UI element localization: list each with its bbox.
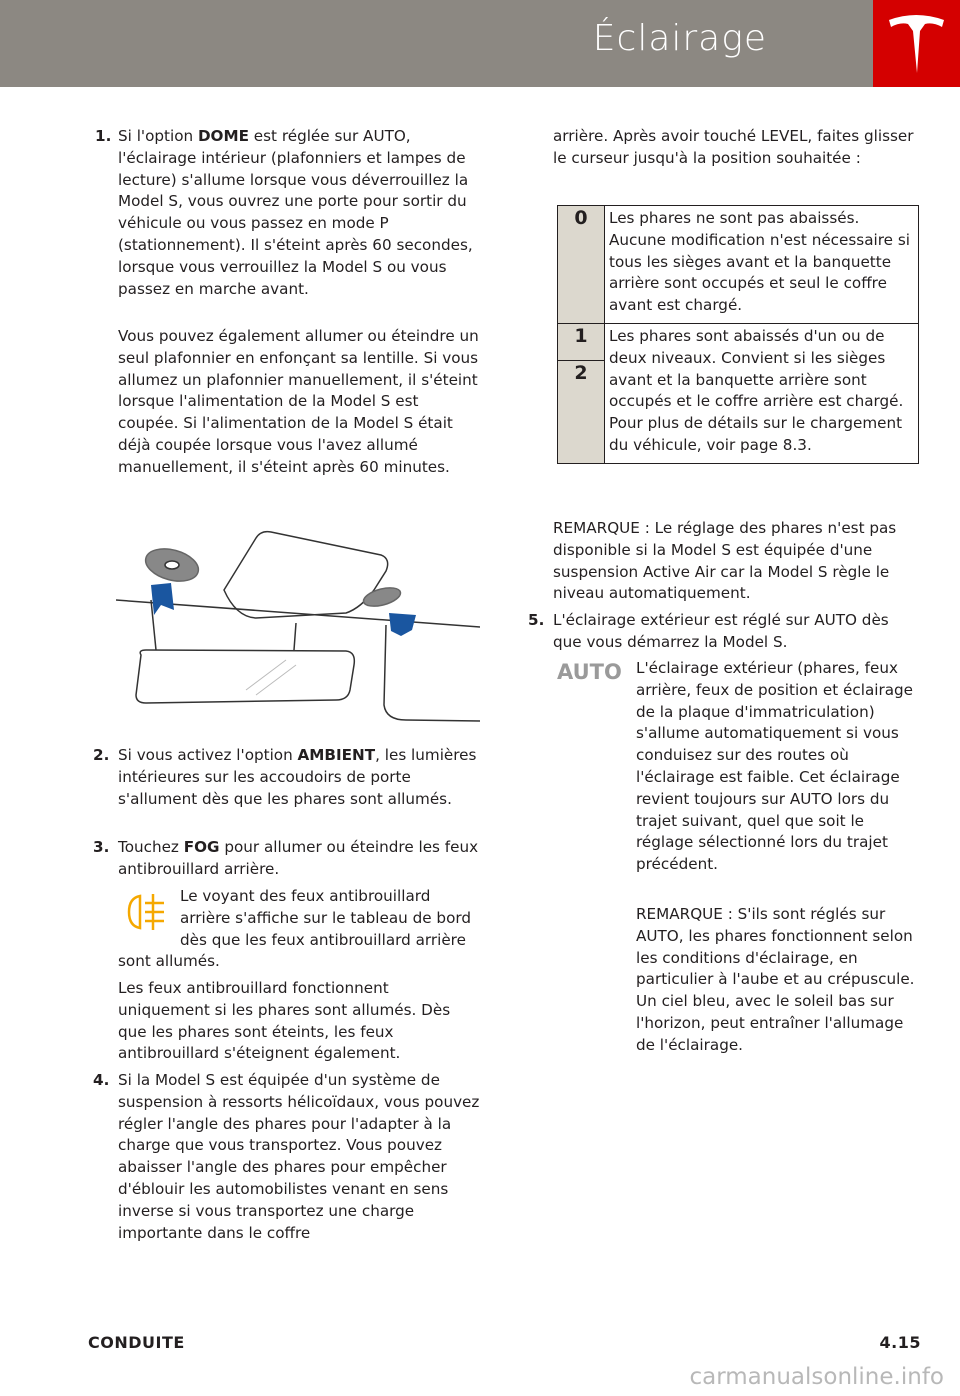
remark-leveling: REMARQUE : Le réglage des phares n'est pas disponible si la Model S est équipée d'une suspension Active Air car la Model S règle le niveau automatiquement. — [553, 519, 897, 603]
headlight-level-table — [557, 205, 919, 464]
table-row — [558, 206, 919, 324]
level-description: Les phares sont abaissés d'un ou de deux niveaux. Convient si les sièges avant et la banquette arrière sont occupés et le coffre arrière est chargé. Pour plus de détails sur le chargement du véhicule, voir page 8.3. — [605, 323, 919, 463]
level-key: 0 — [558, 206, 605, 324]
table-row — [558, 323, 919, 463]
item-3-number: 3. — [93, 838, 110, 856]
item-2-number: 2. — [93, 746, 110, 764]
level-key: 1 2 — [558, 323, 605, 463]
item-1-paragraph-2: Vous pouvez également allumer ou éteindre un seul plafonnier en enfonçant sa lentille. Si vous allumez un plafonnier manuellement, il s'éteint lorsque l'alimentation de la Model S est coupée. Si l'alimentation de la Model S était déjà coupée lorsque vous l'avez allumé manuellement, il s'éteint après 60 minutes. — [118, 327, 479, 476]
item-4-text: Si la Model S est équipée d'un système de suspension à ressorts hélicoïdaux, vous pouvez régler l'angle des phares pour l'adapter à la charge que vous transportez. Vous pouvez abaisser l'angle des phares pour empêcher d'éblouir les automobilistes venant en sens inverse si vous transportez une charge importante dans le coffre — [118, 1071, 480, 1242]
tesla-logo-icon — [873, 0, 960, 87]
footer-section: CONDUITE — [88, 1333, 185, 1352]
level-description: Les phares ne sont pas abaissés. Aucune modification n'est nécessaire si tous les sièges avant et la banquette arrière sont occupés et seul le coffre avant est chargé. — [605, 206, 919, 324]
watermark: carmanualsonline.info — [689, 1364, 944, 1390]
auto-description: L'éclairage extérieur (phares, feux arrière, feux de position et éclairage de la plaque d'immatriculation) s'allume automatiquement si vous conduisez sur des routes où l'éclairage est faible. Cet éclairage revient toujours sur AUTO lors du trajet suivant, quel que soit le réglage sélectionné lors du trajet précédent. — [636, 659, 914, 874]
auto-icon: AUTO — [557, 660, 622, 684]
item-2-text: Si vous activez l'option AMBIENT, les lumières intérieures sur les accoudoirs de porte s'allument dès que les phares sont allumés. — [118, 746, 477, 808]
page-title: Éclairage — [592, 18, 767, 59]
footer-page-number: 4.15 — [879, 1333, 921, 1352]
dome-light-illustration — [116, 515, 480, 740]
remark-auto: REMARQUE : S'ils sont réglés sur AUTO, les phares fonctionnent selon les conditions d'éclairage, en particulier à l'aube et au crépuscule. Un ciel bleu, avec le soleil bas sur l'horizon, peut entraîner l'allumage de l'éclairage. — [636, 905, 915, 1054]
item-3-text: Touchez FOG pour allumer ou éteindre les feux antibrouillard arrière. — [118, 838, 479, 878]
header-bar — [0, 0, 873, 87]
item-4-continuation: arrière. Après avoir touché LEVEL, faites glisser le curseur jusqu'à la position souhaitée : — [553, 127, 914, 167]
item-4-number: 4. — [93, 1071, 110, 1089]
item-3-paragraph-2: Les feux antibrouillard fonctionnent uniquement si les phares sont allumés. Dès que les phares sont éteints, les feux antibrouillard s'éteignent également. — [118, 979, 451, 1063]
item-5-number: 5. — [528, 611, 545, 629]
item-1-number: 1. — [95, 127, 112, 145]
item-5-text: L'éclairage extérieur est réglé sur AUTO dès que vous démarrez la Model S. — [553, 611, 889, 651]
item-1-text: Si l'option DOME est réglée sur AUTO, l'éclairage intérieur (plafonniers et lampes de lecture) s'allume lorsque vous déverrouillez la Model S, vous ouvrez une porte pour sortir du véhicule ou vous passez en mode P (stationnement). Il s'éteint après 60 secondes, lorsque vous verrouillez la Model S ou vous passez en marche avant. — [118, 127, 473, 298]
fog-indicator-note: Le voyant des feux antibrouillard arrière s'affiche sur le tableau de bord dès que les feux antibrouillard arrière sont allumés. — [118, 887, 471, 971]
